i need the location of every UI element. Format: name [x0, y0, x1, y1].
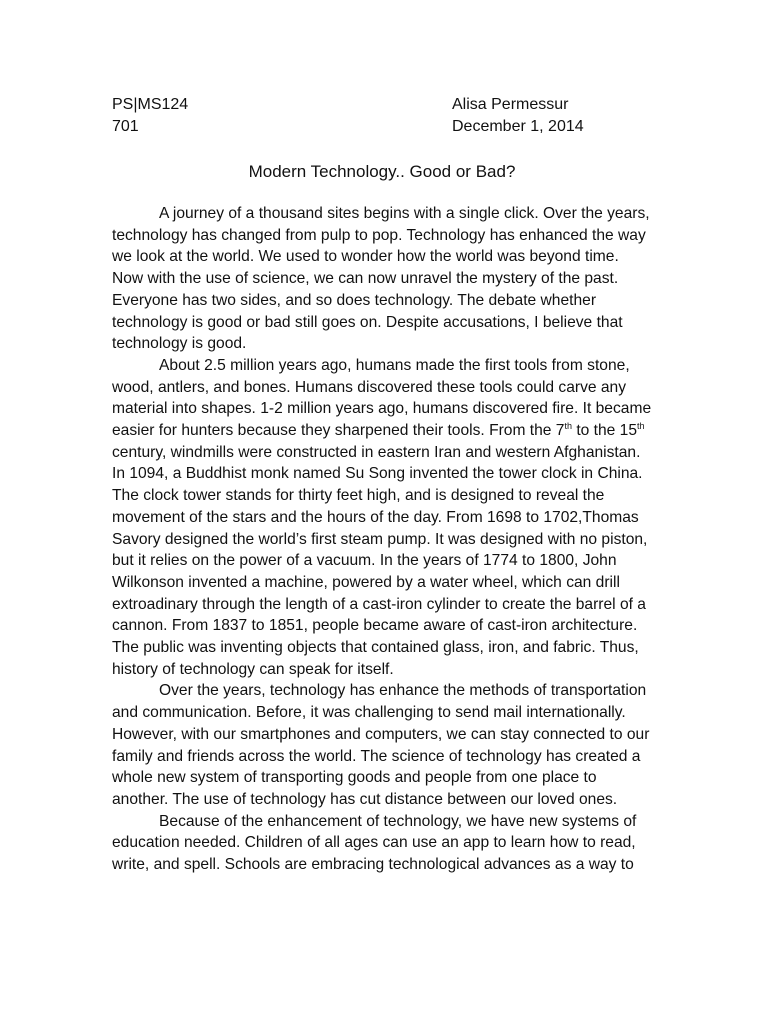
paragraph-1: A journey of a thousand sites begins with a single click. Over the years, technology has changed from pulp to pop. Technology has enhanced the way we look at the world. We used to wonder how the world was beyond time. Now with the use of science, we can now unravel the mystery of the past. Everyone has two sides, and so does technology. The debate whether technology is good or bad still goes on. Despite accusations, I believe that technology is good. [112, 205, 650, 353]
superscript-th-2: th [637, 421, 645, 432]
document-header [112, 94, 652, 138]
header-row-1 [112, 94, 652, 116]
header-row-2 [112, 116, 652, 138]
paragraph-2-part-2: to the 15 [572, 422, 638, 440]
paragraph-3: Over the years, technology has enhance the methods of transportation and communication. Before, it was challenging to send mail internationally. However, with our smartphones and computers, we can stay connected to our family and friends across the world. The science of technology has created a whole new system of transporting goods and people from one place to another. The use of technology has cut distance between our loved ones. [112, 682, 650, 808]
superscript-th-1: th [564, 421, 572, 432]
paragraph-4: Because of the enhancement of technology, we have new systems of education needed. Children of all ages can use an app to learn how to read, write, and spell. Schools are embracing technological advances as a way to [112, 812, 637, 874]
paragraph-2-part-1: About 2.5 million years ago, humans made the first tools from stone, wood, antlers, and bones. Humans discovered these tools could carve any material into shapes. 1-2 million years ago, humans discovered fire. It became easier for hunters because they sharpened their tools. From the 7 [112, 356, 652, 440]
author-name: Alisa Permessur [452, 96, 569, 113]
class-number: 701 [112, 118, 139, 135]
paragraph-2 [112, 355, 652, 681]
document-date: December 1, 2014 [452, 118, 584, 135]
paragraph-2-part-3: century, windmills were constructed in eastern Iran and western Afghanistan. In 1094, a Buddhist monk named Su Song invented the tower clock in China. The clock tower stands for thirty feet high, and is designed to reveal the movement of the stars and the hours of the day. From 1698 to 1702,Thomas Savory designed the world’s first steam pump. It was designed with no piston, but it relies on the power of a vacuum. In the years of 1774 to 1800, John Wilkonson invented a machine, powered by a water wheel, which can drill extroadinary through the length of a cast-iron cylinder to create the barrel of a cannon. From 1837 to 1851, people became aware of cast-iron architecture. The public was inventing objects that contained glass, iron, and fabric. Thus, history of technology can speak for itself. [112, 443, 648, 678]
document-body [112, 203, 652, 876]
class-code: PS|MS124 [112, 96, 189, 113]
document-title: Modern Technology.. Good or Bad? [248, 162, 516, 181]
